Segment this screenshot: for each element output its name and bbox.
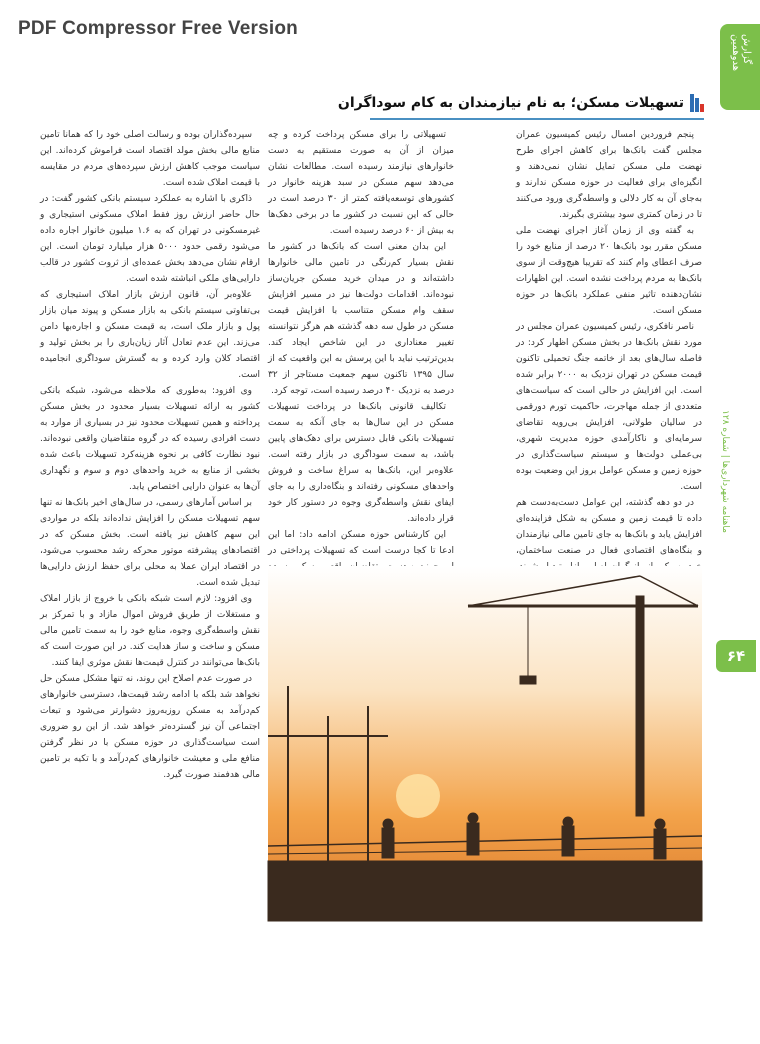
section-tab-label: گزارش هدوهمین (730, 34, 752, 72)
paragraph: علاوه‌بر آن، قانون ارزش بازار املاک استیجاری که بی‌تفاوتی سیستم بانکی به بازار مسکن و پیوند میان بازار پول و بازار ملک است، به قیمت مسکن و اجاره‌بها دامن می‌زند. این عدم تعادل آثار زیان‌باری را بر بخش تولید و اقتصاد کلان وارد کرده و به گسترش سوداگری انجامیده است. (40, 290, 260, 380)
title-rule (370, 118, 704, 120)
column-left (40, 127, 260, 1027)
paragraph: ناصر نافکری، رئیس کمیسیون عمران مجلس در مورد نقش بانک‌ها در بخش مسکن اظهار کرد: در فاصله سال‌های بعد از خاتمه جنگ تحمیلی تاکنون قیمت مسکن در تهران نزدیک به ۲۰۰۰ برابر شده است. این افزایش در حالی است که سیاست‌های متعددی از جمله مهاجرت، حاکمیت تورم دورقمی در سالیان طولانی، افزایش بی‌رویه تقاضای سرمایه‌ای و ناکارآمدی حوزه مدیریت شهری، بی‌عملی دولت‌ها و سیستم سیاست‌گذاری در حوزه زمین و مسکن عوامل بروز این وضعیت بوده است. (516, 322, 702, 492)
paragraph: پنجم فروردین امسال رئیس کمیسیون عمران مجلس گفت بانک‌ها برای کاهش اجرای طرح نهضت ملی مسکن تمایل نشان نمی‌دهند و انگیزه‌ای برای فعالیت در حوزه مسکن ندارند و به‌جای آن به کار دلالی و واسطه‌گری ورود می‌کنند تا در زمان کمتری سود بیشتری بگیرند. (516, 130, 702, 220)
bars-icon (690, 94, 704, 112)
paragraph: در صورت عدم اصلاح این روند، نه تنها مشکل مسکن حل نخواهد شد بلکه با ادامه رشد قیمت‌ها، دسترسی خانوارهای کم‌درآمد به مسکن روزبه‌روز دشوارتر می‌شود و تبعات اجتماعی آن نیز گسترده‌تر خواهد شد. از این رو ضروری است سیاست‌گذاری در حوزه مسکن با در نظر گرفتن منافع ملی و معیشت خانوارهای کم‌درآمد و با تکیه بر تامین مالی هدفمند صورت گیرد. (40, 674, 260, 780)
paragraph: این کارشناس حوزه مسکن ادامه داد: اما این ادعا تا کجا درست است که تسهیلات پرداختی در (268, 530, 454, 556)
construction-photo (268, 566, 702, 921)
paragraph: بر اساس آمارهای رسمی، در سال‌های اخیر بانک‌ها نه تنها سهم تسهیلات مسکن را افزایش نداده‌اند بلکه در مواردی این سهم کاهش نیز یافته است. بخش مسکن که در اقتصادهای پیشرفته موتور محرکه رشد محسوب می‌شود، در اقتصاد ایران عملا به محلی برای حفظ ارزش دارایی‌ها تبدیل شده است. (40, 498, 260, 588)
paragraph: به گفته وی از زمان آغاز اجرای نهضت ملی مسکن مقرر بود بانک‌ها ۲۰ درصد از منابع خود را صرف اعطای وام کنند که تقریبا هیچ‌وقت از سوی بانک‌ها به مردم پرداخت نشده است. این اظهارات نشان‌دهنده تاثیر منفی عملکرد بانک‌ها در حوزه مسکن است. (516, 226, 702, 316)
side-running-title: ماهنامه شهرداری‌ها | شماره ۱۲۸ (720, 410, 730, 533)
paragraph: سپرده‌گذاران بوده و رسالت اصلی خود را که همانا تامین منابع مالی بخش مولد اقتصاد است فراموش کرده‌اند. این سیاست موجب کاهش ارزش سپرده‌های مردم در مقایسه با قیمت املاک شده است. (40, 130, 260, 188)
page-number: ۶۴ (716, 640, 756, 672)
column-middle (268, 127, 454, 557)
paragraph: وی افزود: لازم است شبکه بانکی با خروج از بازار املاک و مستغلات از طریق فروش اموال مازاد و با تمرکز بر نقش واسطه‌گری وجوه، منابع خود را به سمت تامین مالی مسکن و ساخت و ساز هدایت کند. در این صورت است که بانک‌ها می‌توانند در کنترل قیمت‌ها نقش موثری ایفا کنند. (40, 594, 260, 668)
paragraph: تکالیف قانونی بانک‌ها در پرداخت تسهیلات مسکن در این سال‌ها به جای آنکه به سمت تسهیلات بانکی قابل دسترس برای دهک‌های پایین باشد، به سمت سوداگری در بازار رفته است. علاوه‌بر این، بانک‌ها به سراغ ساخت و فروش واحدهای مسکونی رفته‌اند و بنگاه‌داری را به جای ایفای نقش واسطه‌گری وجوه در دستور کار خود قرار داده‌اند. (268, 402, 454, 524)
paragraph: ذاکری با اشاره به عملکرد سیستم بانکی کشور گفت: در حال حاضر ارزش روز فقط املاک مسکونی استیجاری و غیرمسکونی در تهران که به ۱.۶ میلیون خانوار اجاره داده می‌شود رقمی حدود ۵۰۰۰ هزار میلیارد تومان است. این ارقام نشان می‌دهد بخش عمده‌ای از ثروت کشور در قالب دارایی‌های ملکی انباشته شده است. (40, 194, 260, 284)
article-title: تسهیلات مسکن؛ به نام نیازمندان به کام سوداگران (337, 95, 684, 111)
watermark-label: PDF Compressor Free Version (18, 18, 298, 39)
paragraph: وی افزود: به‌طوری که ملاحظه می‌شود، شبکه بانکی کشور به ارائه تسهیلات بسیار محدود در بخش مسکن پرداخته و همین تسهیلات محدود نیز در بسیاری از موارد به دست افرادی رسیده که در گروه متقاضیان واقعی نبوده‌اند. نبود نظارت کافی بر نحوه هزینه‌کرد تسهیلات باعث شده بخشی از منابع به خرید واحدهای دوم و سوم و نگهداری آن‌ها به عنوان دارایی اختصاص یابد. (40, 386, 260, 492)
paragraph: این بدان معنی است که بانک‌ها در کشور ما نقش بسیار کم‌رنگی در تامین مالی خانوارها داشته‌اند و در میدان خرید مسکن جریان‌ساز نبوده‌اند. اقدامات دولت‌ها نیز در مسیر افزایش سقف وام مسکن متناسب با افزایش قیمت مسکن در طول سه دهه گذشته هم هرگز نتوانسته تغییر معناداری در این شاخص ایجاد کند. بدین‌ترتیب نباید با این پرسش به این واقعیت که از سال ۱۳۹۵ تاکنون سهم جمعیت مستاجر از ۳۲ درصد به نزدیک ۴۰ درصد رسیده است، توجه کرد. (268, 242, 454, 396)
paragraph: در دو دهه گذشته، این عوامل دست‌به‌دست هم داده تا قیمت زمین و مسکن به شکل فزاینده‌ای افزایش یابد و بانک‌ها به جای تامین مالی نیازمندان و بنگاه‌های اقتصادی فعال در صنعت ساختمان، (516, 498, 702, 556)
paragraph: تسهیلاتی را برای مسکن پرداخت کرده و چه میزان از آن به صورت مستقیم به دست خانوارهای نیازمند رسیده است. مطالعات نشان می‌دهد سهم مسکن در سبد هزینه خانوار در کشورهای توسعه‌یافته کمتر از ۳۰ درصد است در حالی که این نسبت در کشور ما در برخی دهک‌ها به بیش از ۶۰ درصد رسیده است. (268, 130, 454, 236)
article-header (337, 92, 704, 114)
